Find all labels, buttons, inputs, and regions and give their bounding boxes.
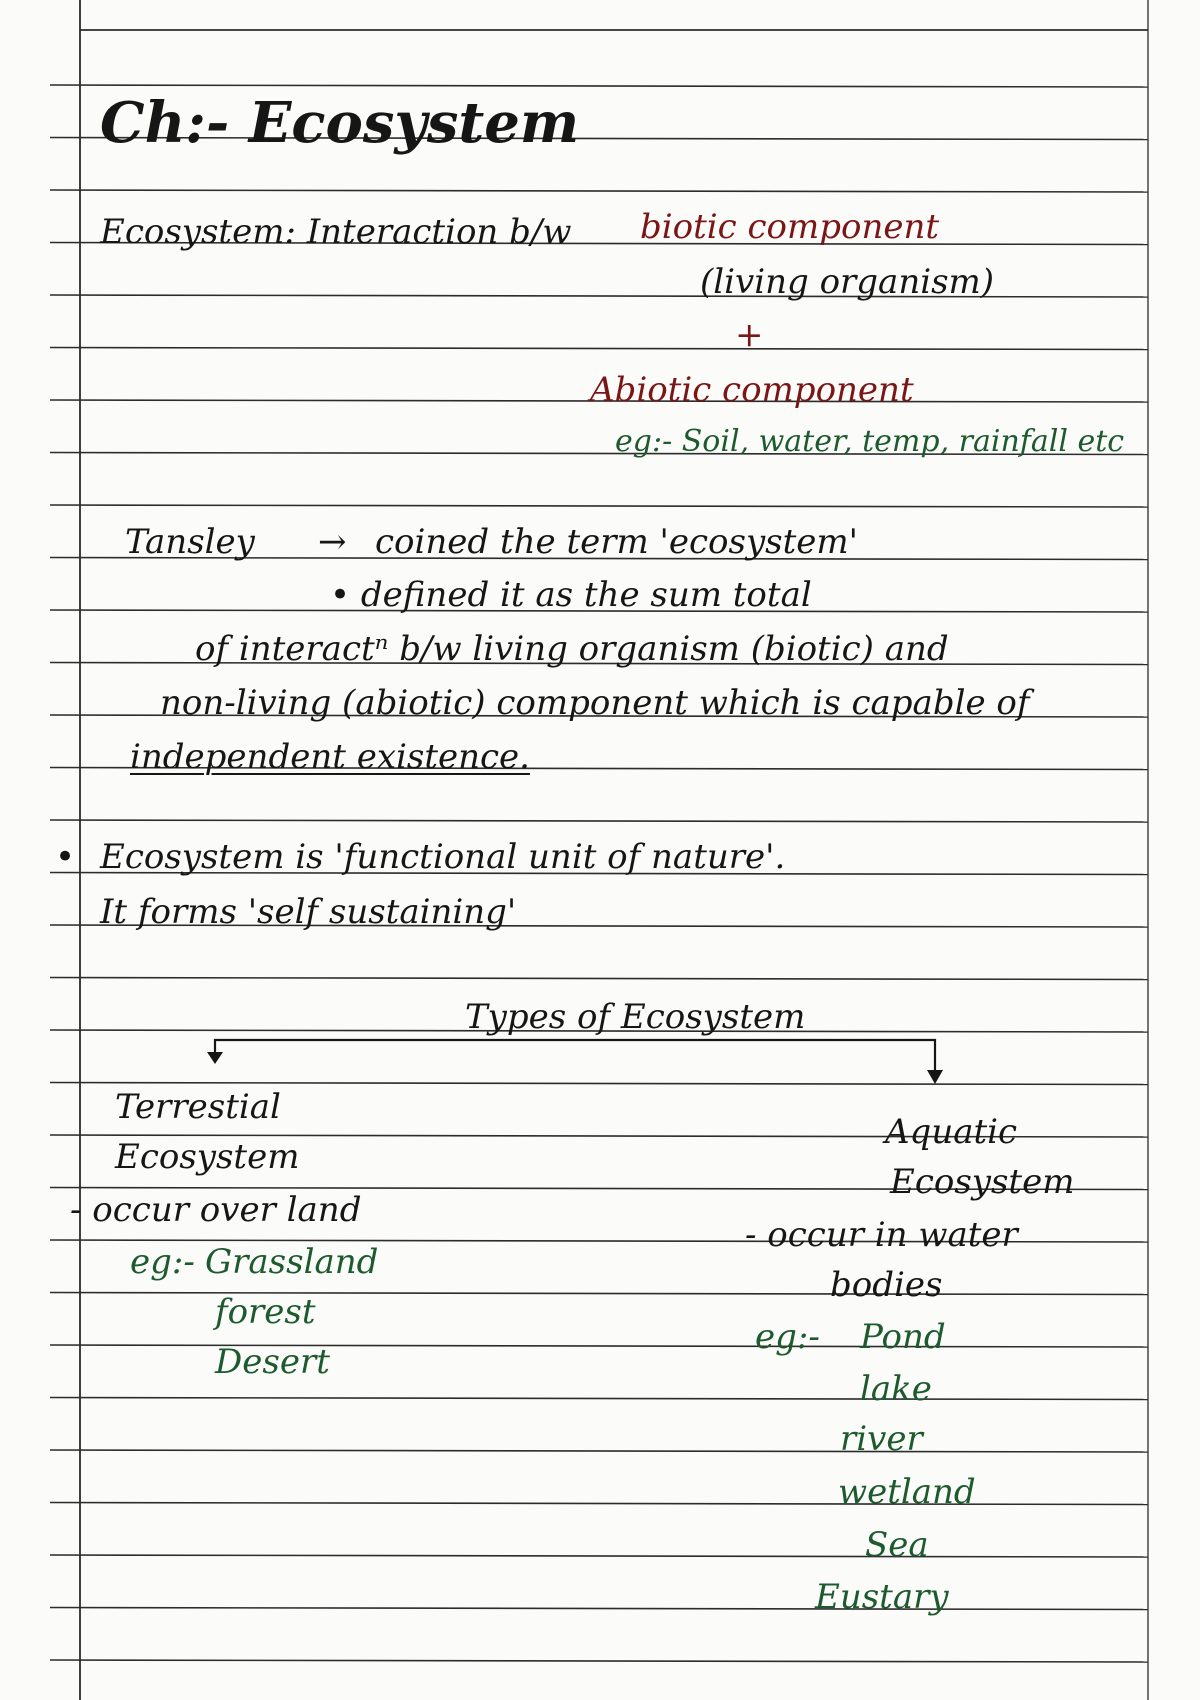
- aquatic-example-6: Eustary: [815, 1577, 949, 1617]
- plus-sign: +: [735, 315, 764, 355]
- aquatic-name-2: Ecosystem: [890, 1162, 1075, 1202]
- terrestrial-example-3: Desert: [215, 1342, 330, 1382]
- aquatic-desc-1: - occur in water: [745, 1215, 1018, 1255]
- tansley-line-2: • defined it as the sum total: [330, 575, 812, 615]
- terrestrial-eg: eg:-: [130, 1242, 195, 1282]
- ecosystem-definition-label: Ecosystem: Interaction b/w: [100, 212, 572, 252]
- biotic-component: biotic component: [640, 207, 940, 247]
- bullet-1: Ecosystem is 'functional unit of nature'.: [100, 837, 786, 877]
- aquatic-name-1: Aquatic: [885, 1112, 1018, 1152]
- aquatic-eg: eg:-: [755, 1317, 820, 1357]
- types-title: Types of Ecosystem: [465, 997, 806, 1037]
- terrestrial-example-2: forest: [215, 1292, 316, 1332]
- aquatic-example-2: lake: [860, 1369, 932, 1409]
- aquatic-example-3: river: [840, 1419, 923, 1459]
- bullet-dot: •: [55, 837, 76, 877]
- bullet-2: It forms 'self sustaining': [100, 892, 517, 932]
- tansley-name: Tansley: [125, 522, 255, 562]
- tansley-arrow: →: [318, 522, 347, 562]
- terrestrial-name-1: Terrestial: [115, 1087, 281, 1127]
- terrestrial-desc: - occur over land: [70, 1190, 362, 1230]
- abiotic-examples: eg:- Soil, water, temp, rainfall etc: [615, 424, 1125, 459]
- tansley-line-3: of interactⁿ b/w living organism (biotic) and: [195, 629, 949, 669]
- aquatic-example-5: Sea: [865, 1525, 929, 1565]
- tansley-line-5: independent existence.: [130, 737, 530, 777]
- aquatic-desc-2: bodies: [830, 1265, 943, 1305]
- aquatic-example-1: Pond: [860, 1317, 946, 1357]
- terrestrial-example-1: Grassland: [205, 1242, 379, 1282]
- terrestrial-name-2: Ecosystem: [115, 1137, 300, 1177]
- tansley-line-4: non-living (abiotic) component which is capable of: [160, 683, 1030, 723]
- abiotic-component: Abiotic component: [590, 370, 914, 410]
- biotic-note: (living organism): [700, 262, 995, 302]
- aquatic-example-4: wetland: [838, 1472, 976, 1512]
- tansley-line-1: coined the term 'ecosystem': [375, 522, 859, 562]
- page-title: Ch:- Ecosystem: [100, 90, 580, 156]
